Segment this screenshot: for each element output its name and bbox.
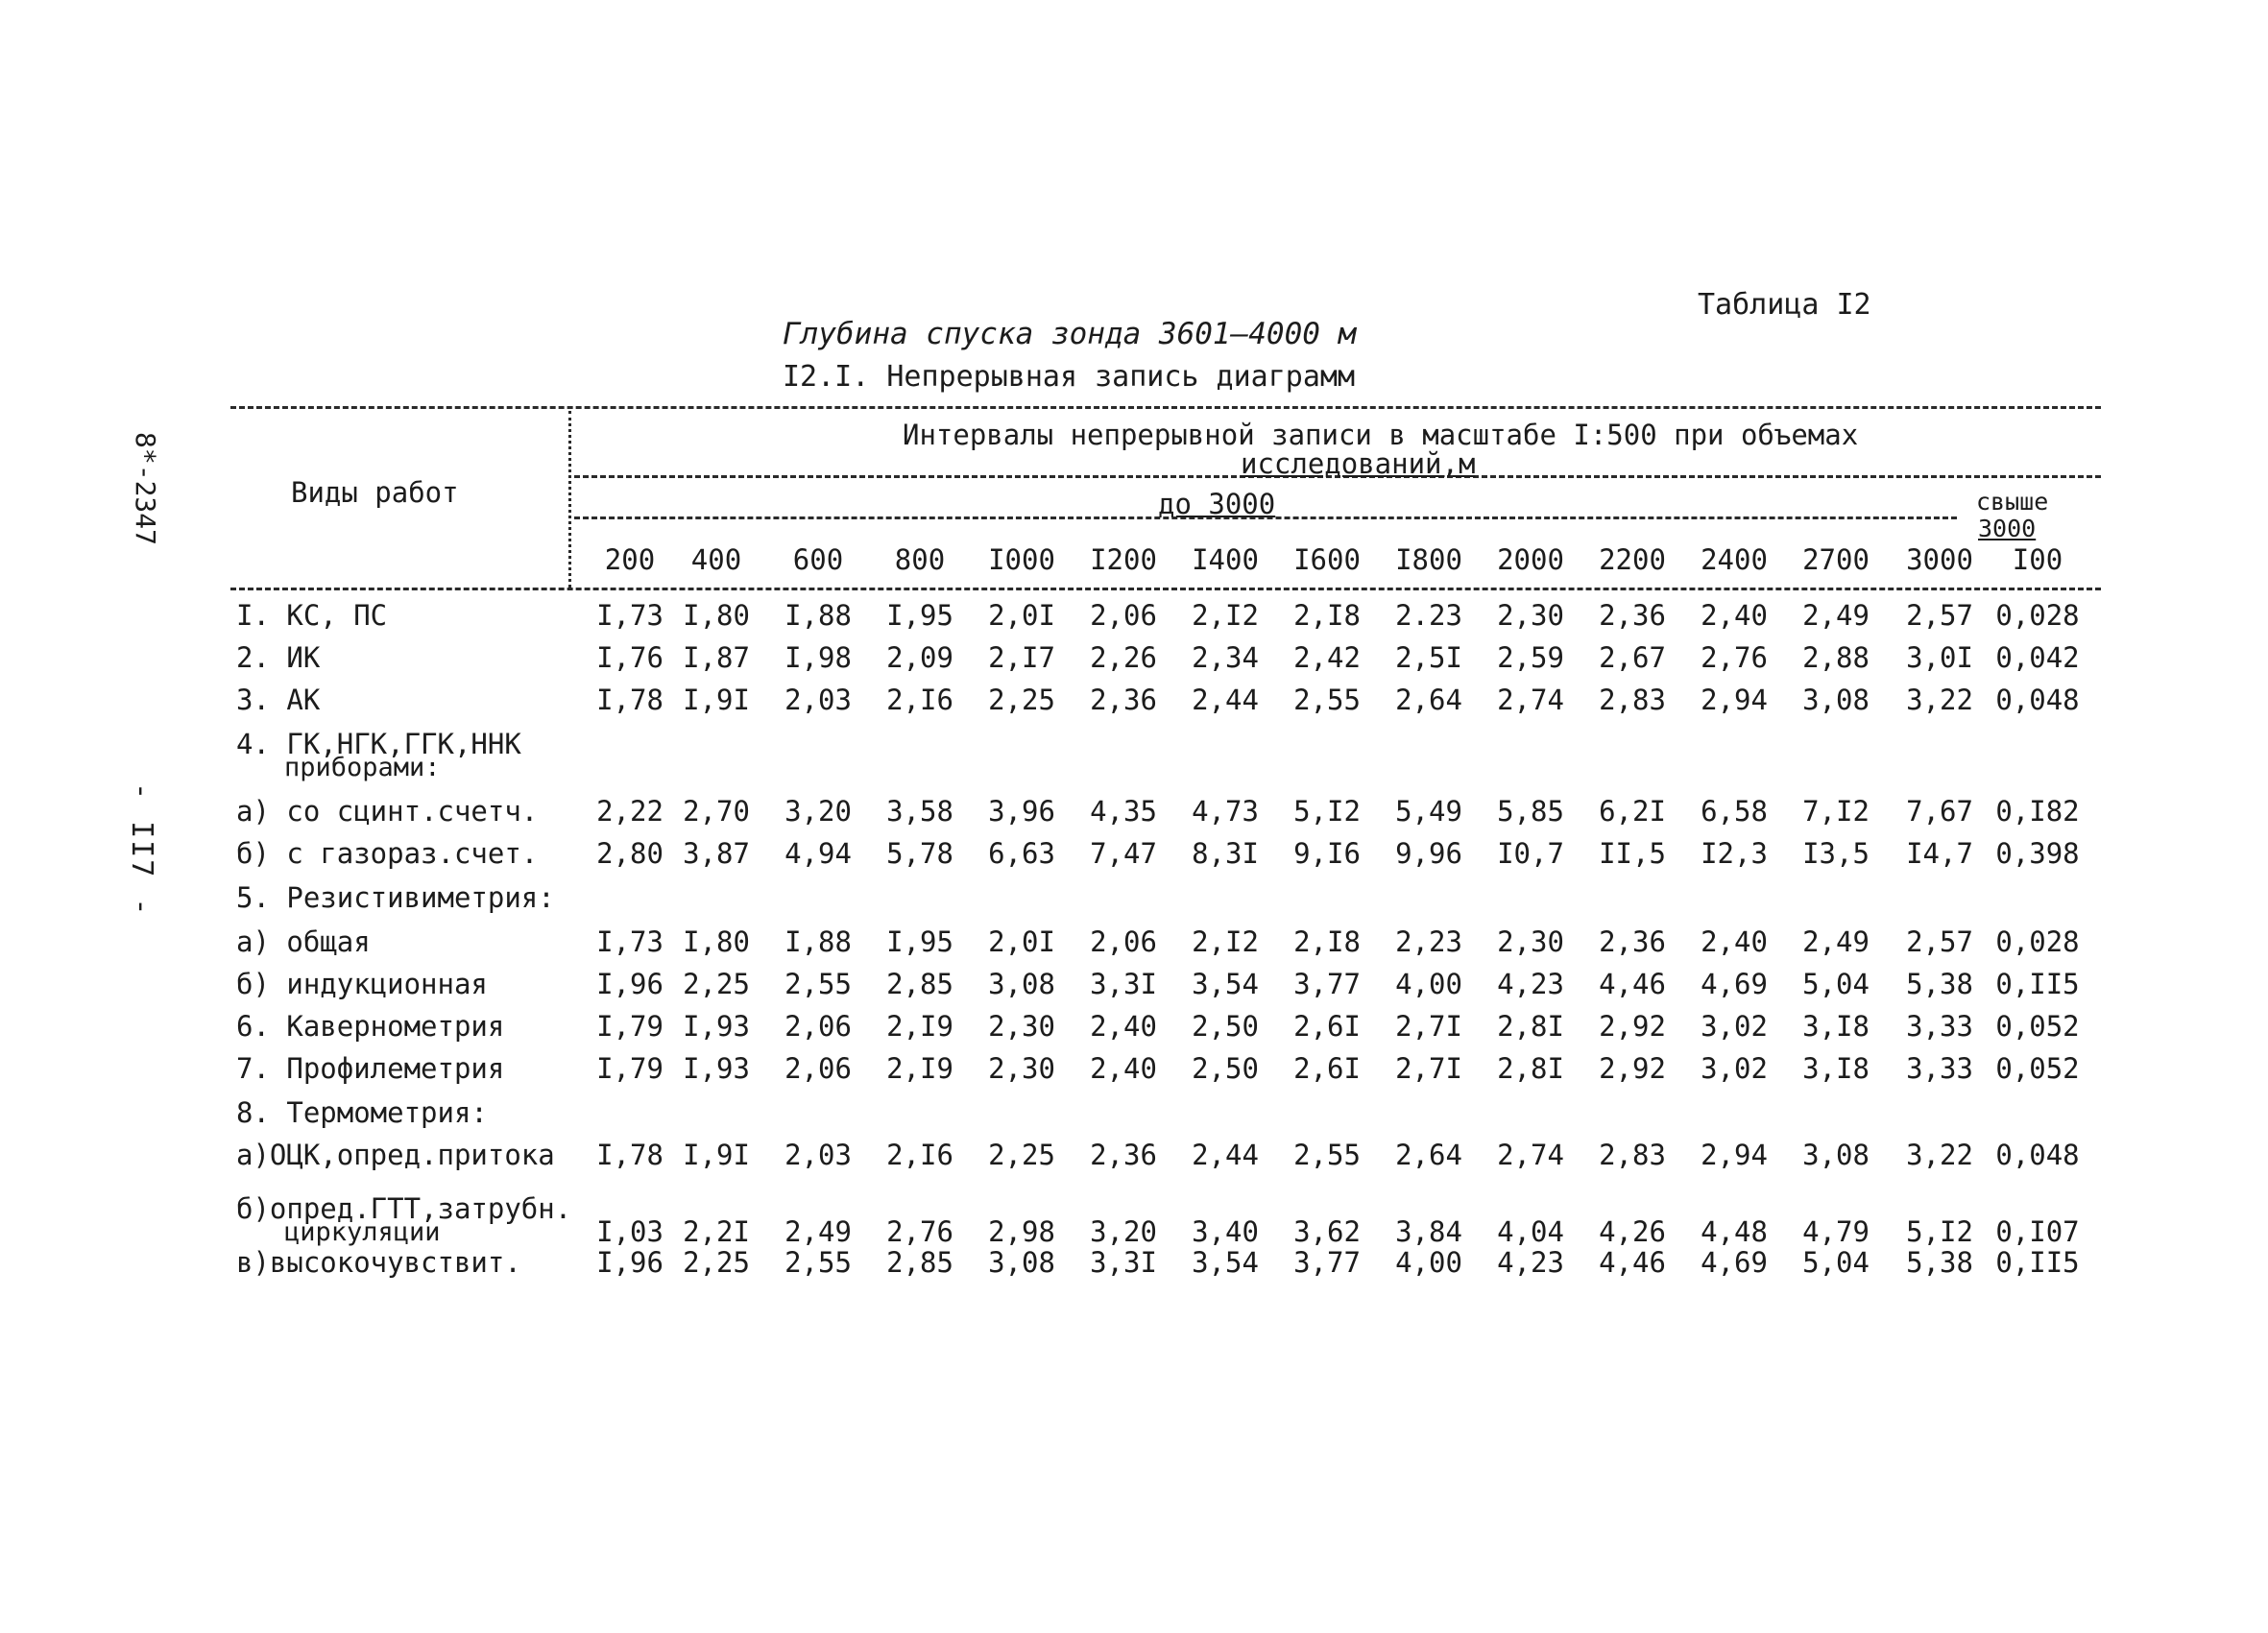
table-cell: 2,64 [1395,684,1462,716]
table-cell: 2,06 [784,1052,852,1085]
table-cell: 2,06 [784,1010,852,1043]
table-cell: 2,85 [886,968,953,1000]
table-cell: 3,20 [784,795,852,828]
row-label: 8. Термометрия: [236,1096,488,1129]
table-cell: 2,42 [1293,641,1361,674]
table-cell: 0,398 [1995,837,2080,870]
column-header: 2200 [1599,543,1666,576]
table-cell: II,5 [1599,837,1666,870]
table-cell: I,73 [596,599,664,632]
table-cell: 2,I6 [886,1139,953,1171]
table-cell: I3,5 [1802,837,1870,870]
table-cell: 3,I8 [1802,1010,1870,1043]
table-cell: 3,54 [1192,968,1259,1000]
table-cell: I,79 [596,1010,664,1043]
table-cell: 2,40 [1701,599,1768,632]
row-label: 2. ИК [236,641,321,674]
table-cell: 2,22 [596,795,664,828]
column-header: I000 [988,543,1055,576]
table-cell: 4,04 [1497,1215,1564,1248]
table-cell: 2,57 [1906,599,1973,632]
table-cell: 2,I2 [1192,925,1259,958]
table-cell: 2,40 [1701,925,1768,958]
table-cell: 2,7I [1395,1052,1462,1085]
table-cell: 3,08 [988,968,1055,1000]
table-cell: 2,74 [1497,684,1564,716]
column-header: 600 [792,543,844,576]
table-cell: I2,3 [1701,837,1768,870]
over-3000-header: свыше [1976,488,2049,516]
table-cell: 2,7I [1395,1010,1462,1043]
table-cell: 2,30 [988,1010,1055,1043]
table-cell: I4,7 [1906,837,1973,870]
table-cell: 4,46 [1599,1246,1666,1279]
table-cell: I,98 [784,641,852,674]
table-cell: 2,0I [988,925,1055,958]
table-cell: 3,08 [988,1246,1055,1279]
table-cell: I,9I [683,684,750,716]
table-cell: 5,I2 [1906,1215,1973,1248]
table-cell: 0,048 [1995,1139,2080,1171]
work-types-header: Виды работ [291,476,459,509]
table-cell: 2,44 [1192,1139,1259,1171]
column-header: I600 [1293,543,1361,576]
column-header: 3000 [1906,543,1973,576]
row-label: I. КС, ПС [236,599,388,632]
table-cell: 4,94 [784,837,852,870]
table-cell: I,9I [683,1139,750,1171]
table-cell: 2,0I [988,599,1055,632]
table-cell: 7,47 [1090,837,1157,870]
table-cell: 4,69 [1701,968,1768,1000]
column-header: I800 [1395,543,1462,576]
table-cell: 2,55 [784,968,852,1000]
row-label: б)опред.ГТТ,затрубн. [236,1192,572,1225]
top-rule [230,406,2101,409]
table-cell: I,96 [596,1246,664,1279]
over-3000-header-value: 3000 [1978,515,2037,542]
table-cell: 3,84 [1395,1215,1462,1248]
table-cell: I,95 [886,599,953,632]
table-cell: 6,2I [1599,795,1666,828]
table-cell: 2,I9 [886,1052,953,1085]
table-cell: 4,23 [1497,968,1564,1000]
table-cell: 2,03 [784,1139,852,1171]
table-cell: 2,40 [1090,1010,1157,1043]
margin-code: 8*-2347 [130,432,161,546]
table-cell: 2,34 [1192,641,1259,674]
row-label: а) общая [236,925,371,958]
table-cell: 2,I2 [1192,599,1259,632]
table-cell: 0,I82 [1995,795,2080,828]
table-cell: 5,38 [1906,1246,1973,1279]
table-cell: 2,94 [1701,1139,1768,1171]
table-cell: 2,83 [1599,684,1666,716]
table-cell: 9,96 [1395,837,1462,870]
table-cell: 4,26 [1599,1215,1666,1248]
table-cell: 2,70 [683,795,750,828]
row-label: б) с газораз.счет. [236,837,539,870]
table-cell: 2,64 [1395,1139,1462,1171]
table-cell: 2,55 [784,1246,852,1279]
subsection-title: I2.I. Непрерывная запись диаграмм [783,360,1356,394]
row-label: 7. Профилеметрия [236,1052,505,1085]
column-header: 200 [604,543,656,576]
row-label: в)высокочувствит. [236,1246,521,1279]
table-cell: 2,2I [683,1215,750,1248]
column-header: 2000 [1497,543,1564,576]
table-cell: 2,09 [886,641,953,674]
table-cell: 2,25 [988,1139,1055,1171]
table-cell: 2,26 [1090,641,1157,674]
table-cell: 5,I2 [1293,795,1361,828]
table-cell: 2,92 [1599,1010,1666,1043]
table-cell: 0,048 [1995,684,2080,716]
row-label: а)ОЦК,опред.притока [236,1139,555,1171]
depth-title: Глубина спуска зонда 3601–4000 м [783,317,1357,351]
table-cell: 0,II5 [1995,1246,2080,1279]
table-cell: 3,0I [1906,641,1973,674]
table-cell: I,76 [596,641,664,674]
table-cell: 2,94 [1701,684,1768,716]
table-cell: 2,30 [1497,599,1564,632]
table-cell: 6,58 [1701,795,1768,828]
row-label: 6. Кавернометрия [236,1010,505,1043]
table-cell: 4,00 [1395,968,1462,1000]
table-cell: 3,33 [1906,1010,1973,1043]
table-cell: 2,59 [1497,641,1564,674]
table-cell: 0,042 [1995,641,2080,674]
table-cell: I,73 [596,925,664,958]
table-cell: 4,48 [1701,1215,1768,1248]
table-cell: I,95 [886,925,953,958]
table-cell: 4,73 [1192,795,1259,828]
table-cell: 2,25 [988,684,1055,716]
row-label: б) индукционная [236,968,488,1000]
row-label: 4. ГК,НГК,ГГК,ННК [236,728,521,760]
table-cell: I,93 [683,1052,750,1085]
table-cell: 0,052 [1995,1010,2080,1043]
table-cell: I,80 [683,599,750,632]
table-cell: 2,06 [1090,599,1157,632]
table-cell: 2,85 [886,1246,953,1279]
table-cell: I,88 [784,925,852,958]
table-cell: 3,02 [1701,1010,1768,1043]
table-cell: 2,36 [1090,1139,1157,1171]
table-cell: 2,8I [1497,1052,1564,1085]
table-cell: I,79 [596,1052,664,1085]
row-label: а) со сцинт.счетч. [236,795,539,828]
table-cell: 3,22 [1906,684,1973,716]
table-cell: 4,23 [1497,1246,1564,1279]
table-cell: 9,I6 [1293,837,1361,870]
table-cell: 0,028 [1995,925,2080,958]
table-cell: 3,96 [988,795,1055,828]
table-cell: 2,88 [1802,641,1870,674]
table-cell: 2,49 [784,1215,852,1248]
table-cell: 2,92 [1599,1052,1666,1085]
table-cell: 3,3I [1090,968,1157,1000]
column-header: I200 [1090,543,1157,576]
table-cell: 2,6I [1293,1010,1361,1043]
table-cell: 2,50 [1192,1010,1259,1043]
intervals-header-units: исследований,м [1241,447,1476,480]
table-cell: 4,79 [1802,1215,1870,1248]
table-cell: 2,36 [1090,684,1157,716]
table-cell: 3,20 [1090,1215,1157,1248]
table-cell: 2,23 [1395,925,1462,958]
table-cell: 5,85 [1497,795,1564,828]
table-cell: 4,35 [1090,795,1157,828]
table-cell: 2,76 [1701,641,1768,674]
table-cell: 3,33 [1906,1052,1973,1085]
table-cell: 2,49 [1802,925,1870,958]
table-cell: 5,04 [1802,968,1870,1000]
table-cell: 2,36 [1599,599,1666,632]
table-cell: 2,6I [1293,1052,1361,1085]
table-cell: I,80 [683,925,750,958]
table-cell: 2,30 [1497,925,1564,958]
table-cell: 4,46 [1599,968,1666,1000]
column-header: I00 [2012,543,2063,576]
column-header: 400 [690,543,742,576]
table-cell: 2,25 [683,968,750,1000]
table-cell: 2,I9 [886,1010,953,1043]
table-cell: I,87 [683,641,750,674]
table-cell: 3,02 [1701,1052,1768,1085]
table-cell: 4,69 [1701,1246,1768,1279]
table-cell: 3,77 [1293,968,1361,1000]
table-cell: 3,62 [1293,1215,1361,1248]
table-cell: 5,04 [1802,1246,1870,1279]
column-header: 2700 [1802,543,1870,576]
table-cell: 3,40 [1192,1215,1259,1248]
header-bottom-rule [230,588,2101,590]
table-cell: 2,55 [1293,1139,1361,1171]
column-header: I400 [1192,543,1259,576]
row-label-continued: приборами: [284,753,441,782]
table-cell: 3,3I [1090,1246,1157,1279]
table-cell: 3,77 [1293,1246,1361,1279]
page-number: - II7 - [125,782,158,918]
table-cell: 2,06 [1090,925,1157,958]
table-cell: 2,36 [1599,925,1666,958]
table-cell: 2,76 [886,1215,953,1248]
table-cell: 2.23 [1395,599,1462,632]
table-cell: 2,30 [988,1052,1055,1085]
row-label: 3. АК [236,684,321,716]
table-cell: 2,57 [1906,925,1973,958]
table-cell: I,78 [596,1139,664,1171]
table-cell: 3,08 [1802,684,1870,716]
table-cell: 3,54 [1192,1246,1259,1279]
table-cell: 2,50 [1192,1052,1259,1085]
header-divider [568,411,571,588]
table-cell: 0,I07 [1995,1215,2080,1248]
table-cell: 0,II5 [1995,968,2080,1000]
table-cell: 2,83 [1599,1139,1666,1171]
table-cell: 2,8I [1497,1010,1564,1043]
table-cell: I,96 [596,968,664,1000]
table-label: Таблица I2 [1698,288,1871,322]
table-cell: I,93 [683,1010,750,1043]
table-cell: 2,74 [1497,1139,1564,1171]
table-cell: 3,I8 [1802,1052,1870,1085]
table-cell: 2,03 [784,684,852,716]
table-cell: 2,I7 [988,641,1055,674]
table-cell: 2,I8 [1293,925,1361,958]
table-cell: 2,5I [1395,641,1462,674]
table-cell: 2,80 [596,837,664,870]
table-cell: 7,67 [1906,795,1973,828]
table-cell: I,03 [596,1215,664,1248]
table-cell: 2,55 [1293,684,1361,716]
table-cell: 6,63 [988,837,1055,870]
table-cell: I,88 [784,599,852,632]
table-cell: 5,78 [886,837,953,870]
row-label: 5. Резистивиметрия: [236,881,555,914]
table-cell: 2,67 [1599,641,1666,674]
upto-3000-header: до 3000 [1158,488,1276,520]
column-header: 2400 [1701,543,1768,576]
table-cell: 3,87 [683,837,750,870]
column-header: 800 [894,543,946,576]
intervals-header: Интервалы непрерывной записи в масштабе I:500 при объемах [903,419,1859,451]
table-cell: 2,40 [1090,1052,1157,1085]
row-label-continued: циркуляции [284,1217,441,1247]
table-cell: 2,49 [1802,599,1870,632]
table-cell: 0,028 [1995,599,2080,632]
table-cell: 3,08 [1802,1139,1870,1171]
table-cell: 5,49 [1395,795,1462,828]
table-cell: 2,I8 [1293,599,1361,632]
table-cell: 0,052 [1995,1052,2080,1085]
table-cell: 2,98 [988,1215,1055,1248]
table-cell: 3,22 [1906,1139,1973,1171]
table-cell: 4,00 [1395,1246,1462,1279]
table-cell: 5,38 [1906,968,1973,1000]
table-cell: 3,58 [886,795,953,828]
table-cell: 2,I6 [886,684,953,716]
table-cell: I0,7 [1497,837,1564,870]
table-cell: 2,25 [683,1246,750,1279]
table-cell: I,78 [596,684,664,716]
table-cell: 7,I2 [1802,795,1870,828]
table-cell: 2,44 [1192,684,1259,716]
table-cell: 8,3I [1192,837,1259,870]
